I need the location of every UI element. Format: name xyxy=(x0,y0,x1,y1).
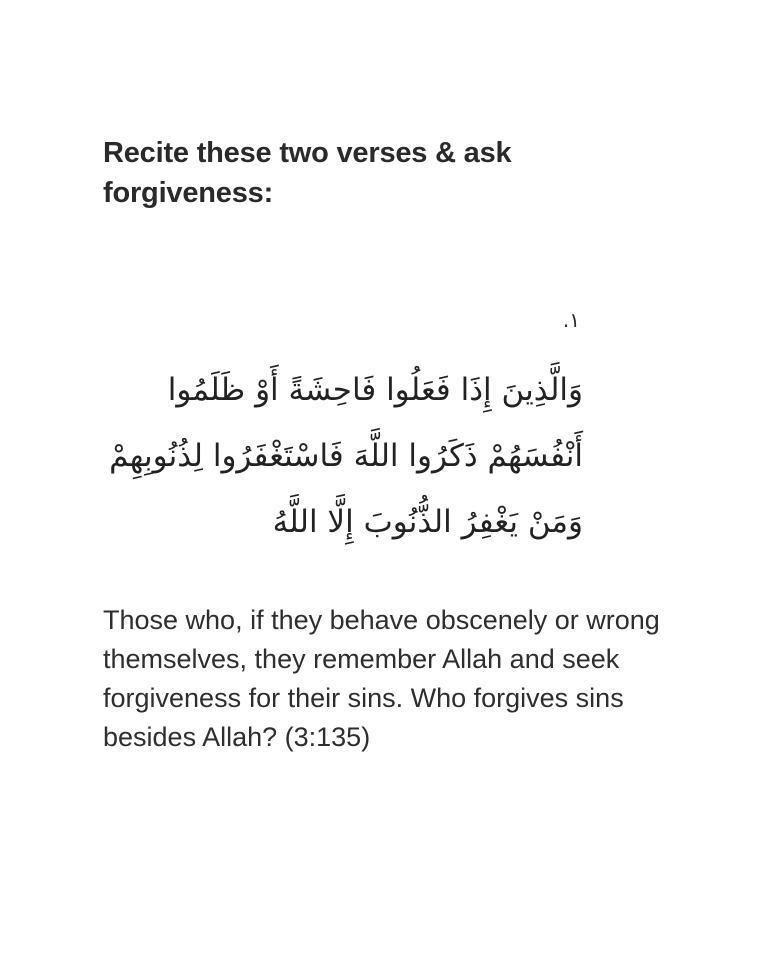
arabic-verse-text: وَالَّذِينَ إِذَا فَعَلُوا فَاحِشَةً أَوْ ظَلَمُوا أَنْفُسَهُمْ ذَكَرُوا اللَّهَ فَاسْتَغْفَرُوا لِذُنُوبِهِمْ وَمَنْ يَغْفِرُ الذُّنُوبَ إِلَّا اللَّهُ xyxy=(109,372,583,540)
verse-block xyxy=(83,305,583,555)
verse-number: ١. xyxy=(562,308,580,332)
verse-translation: Those who, if they behave obscenely or wrong themselves, they remember Allah and seek forgiveness for their sins. Who forgives sins besides Allah? (3:135) xyxy=(103,605,660,752)
page-title: Recite these two verses & ask forgiveness: xyxy=(103,137,512,209)
